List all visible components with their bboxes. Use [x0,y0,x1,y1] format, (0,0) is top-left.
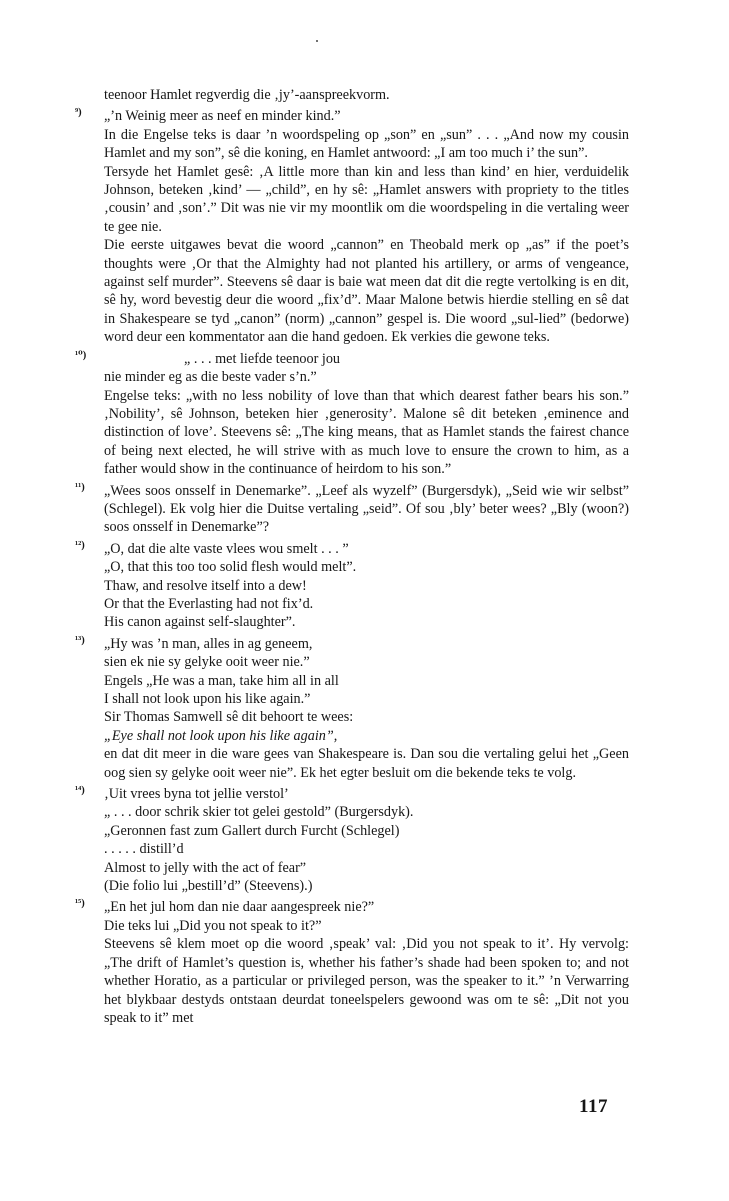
note-line: sien ek nie sy gelyke ooit weer nie.” [104,654,310,671]
note-line: „ . . . met liefde teenoor jou [184,350,341,367]
note-line: „Eye shall not look upon his like again”, [104,727,338,744]
note-line: „O, dat die alte vaste vlees wou smelt . . . ” [104,540,349,557]
note-line: „ . . . door schrik skier tot gelei gestold” (Burgersdyk). [104,804,414,821]
note-line: Steevens sê klem moet op die woord ‚speak’ val: ‚Did you not speak to it’. Hy vervolg: „The drift of Hamlet’s question is, whether his father’s shade had been spoken to; and not whether Horatio, as a particular or privileged person, was the speaker to it.” ’n Verwarring het blykbaar destyds ontstaan deurdat toneelspelers gewoond was om te sê: „Dit not you speak to it” met [104,936,629,1026]
note-line: Tersyde het Hamlet gesê: ‚A little more than kin and less than kind’ en hier, verduidelik Johnson, beteken ‚kind’ — „child”, en hy sê: „Hamlet answers with propriety to the titles ‚cousin’ and ‚son’.” Dit was nie vir my moontlik om die woordspeling in die vertaling weer te gee nie. [104,163,629,235]
note-14 [75,785,629,895]
note-number: ¹¹) [75,481,85,493]
note-13 [75,634,629,782]
note-line: „Geronnen fast zum Gallert durch Furcht (Schlegel) [104,822,400,839]
note-line: Engels „He was a man, take him all in all [104,672,339,689]
print-speck [316,40,318,42]
note-line: I shall not look upon his like again.” [104,691,311,707]
note-line: „Wees soos onsself in Denemarke”. „Leef als wyzelf” (Burgersdyk), „Seid wie wir selbst” (Schlegel). Ek volg hier die Duitse vertaling „seid”. Of sou ‚bly’ beter wees? „Bly (woon?) soos onsself in Denemarke”? [104,482,629,536]
note-number: ⁹) [75,107,82,119]
note-line: Engelse teks: „with no less nobility of love than that which dearest father bears his son.” ‚Nobility’, sê Johnson, beteken hier ‚generosity’. Malone sê dit beteken ‚eminence and distinction of love’. Steevens sê: „The king means, that as Hamlet stands the fairest chance of being next elected, he will strive with as much love to ensure the crown to him, as a father would show in the continuance of heirdom to his son.” [104,387,629,478]
note-line: (Die folio lui „bestill’d” (Steevens).) [104,878,313,895]
note-number: ¹⁰) [75,349,87,361]
note-12 [75,539,629,632]
note-line: en dat dit meer in die ware gees van Shakespeare is. Dan sou die vertaling gelui het „Geen oog sien sy gelyke ooit weer nie”. Ek het egter besluit om die bekende teks te volg. [104,746,629,781]
note-line: In die Engelse teks is daar ’n woordspeling op „son” en „sun” . . . „And now my cousin Hamlet and my son”, sê die koning, en Hamlet antwoord: „I am too much i’ the sun”. [104,126,629,162]
note-number: ¹⁵) [75,898,85,910]
note-line: ‚Uit vrees byna tot jellie verstol’ [104,786,289,803]
page-number: 117 [579,1096,608,1117]
note-11 [75,481,629,537]
note-number: ¹⁴) [75,785,85,797]
note-number: ¹³) [75,634,85,646]
note-line: Almost to jelly with the act of fear” [104,859,307,876]
note-line: . . . . . distill’d [104,841,184,858]
note-line: Or that the Everlasting had not fix’d. [104,595,314,612]
note-15 [75,898,629,1027]
note-line: Die eerste uitgawes bevat die woord „cannon” en Theobald merk op „as” if the poet’s thoughts were ‚Or that the Almighty had not planted his artillery, or arms of vengeance, against self murder”. Steevens sê daar is baie wat meen dat dit die regte vertolking is en dit, sê hy, word bevestig deur die woord „fix’d”. Maar Malone betwis hierdie stelling en sê dat in Shakespeare se tyd „canon” (norm) „cannon” gespel is. Die woord „sul-lied” (bedorwe) word deur een kommentator aan die hand gedoen. Ek verkies die gewone teks. [104,237,629,346]
note-line: „Hy was ’n man, alles in ag geneem, [104,635,313,652]
opening-line: teenoor Hamlet regverdig die ‚jy’-aanspreekvorm. [104,87,390,103]
note-10 [75,349,629,479]
note-line: Sir Thomas Samwell sê dit behoort te wees: [104,709,354,726]
note-line: „O, that this too too solid flesh would melt”. [104,559,357,576]
annotations-text [75,86,629,1027]
note-line: nie minder eg as die beste vader s’n.” [104,369,317,386]
note-line: His canon against self-slaughter”. [104,614,296,631]
note-line: Thaw, and resolve itself into a dew! [104,577,307,594]
note-line: „En het jul hom dan nie daar aangespreek nie?” [104,899,375,916]
note-number: ¹²) [75,539,85,551]
note-line: „’n Weinig meer as neef en minder kind.” [104,108,341,125]
note-9 [75,107,629,346]
note-line: Die teks lui „Did you not speak to it?” [104,917,322,934]
